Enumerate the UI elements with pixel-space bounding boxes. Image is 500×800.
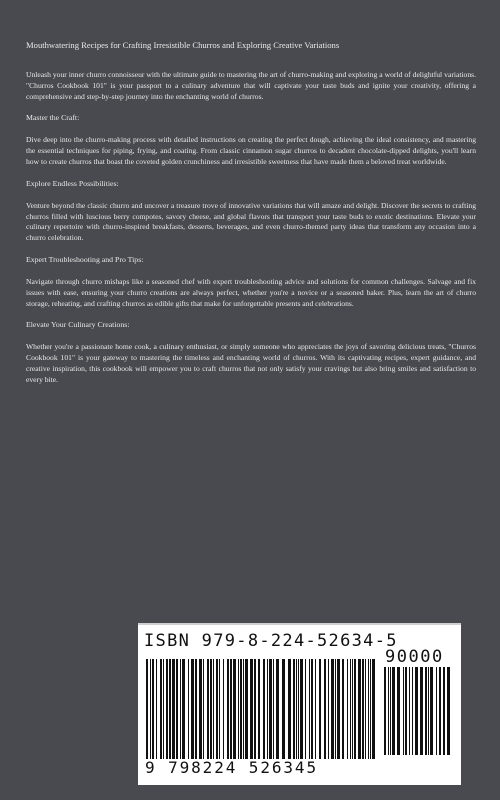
barcode-bar — [269, 659, 272, 759]
price-code-label: 90000 — [385, 647, 444, 667]
barcode-bar — [337, 659, 340, 759]
barcode-bar — [397, 667, 400, 755]
barcode-bar — [263, 659, 265, 759]
barcode-bar — [150, 659, 151, 759]
barcode-bar — [372, 659, 375, 759]
book-subtitle: Mouthwatering Recipes for Crafting Irresistible Churros and Exploring Creative Variations — [26, 40, 340, 50]
barcode-bar — [254, 659, 256, 759]
barcode-bar — [352, 659, 353, 759]
barcode-bar — [210, 659, 212, 759]
barcode-bar — [227, 659, 229, 759]
barcode-bar — [300, 659, 303, 759]
barcode-bar — [311, 659, 313, 759]
barcode-bar — [315, 659, 316, 759]
barcode-bar — [365, 659, 366, 759]
barcode-bar — [223, 659, 224, 759]
section-heading-troubleshooting: Expert Troubleshooting and Pro Tips: — [26, 254, 144, 264]
barcode-bar — [309, 659, 310, 759]
section-body-explore-possibilities: Venture beyond the classic churro and uncover a treasure trove of innovative variations that will amaze and delight. Discover the secrets to crafting churros filled with luscious berry compotes, savory cheese, and global flavors that transport your taste buds to exotic destinations. Elevate your culinary repertoire with churro-inspired breakfasts, desserts, beverages, and even churro-themed party ideas that transform any occasion into a churro celebration. — [26, 200, 476, 243]
barcode-bar — [216, 659, 218, 759]
barcode-bar — [439, 667, 441, 755]
barcode-bar — [409, 667, 410, 755]
barcode-bar — [319, 659, 321, 759]
barcode-bar — [243, 659, 244, 759]
barcode-bar — [428, 667, 429, 755]
barcode-bar — [384, 667, 386, 755]
barcode-bar — [273, 659, 274, 759]
isbn-barcode-box — [138, 623, 461, 785]
section-body-master-craft: Dive deep into the churro-making process with detailed instructions on creating the perfect dough, achieving the ideal consistency, and mastering the essential techniques for piping, frying, and coating. From classic cinnamon sugar churros to decadent chocolate-dipped delights, you'll learn how to create churros that boast the coveted golden crunchiness and irresistible sweetness that have made them a beloved treat worldwide. — [26, 135, 476, 166]
barcode-bar — [172, 659, 175, 759]
barcode-bar — [267, 659, 268, 759]
barcode-bar — [436, 667, 437, 755]
section-heading-explore-possibilities: Explore Endless Possibilities: — [26, 178, 119, 188]
section-body-troubleshooting: Navigate through churro mishaps like a seasoned chef with expert troubleshooting advice and solutions for common challenges. Salvage and fix issues with ease, ensuring your churro creations are always perfect, whether you're a novice or a seasoned baker. Plus, learn the art of churro storage, reheating, and crafting churros as edible gifts that make for unforgettable presents and celebrations. — [26, 276, 476, 308]
barcode-bar — [354, 659, 356, 759]
barcode-bar — [219, 659, 220, 759]
barcode-bar — [350, 659, 351, 759]
barcode-bar — [176, 659, 178, 759]
barcode-bar — [195, 659, 197, 759]
barcode-bar — [403, 667, 404, 755]
barcode-bar — [199, 659, 202, 759]
barcode-bar — [207, 659, 209, 759]
barcode-bar — [166, 659, 168, 759]
barcode-bar — [370, 659, 371, 759]
barcode-bar — [240, 659, 242, 759]
barcode-bar — [358, 659, 361, 759]
barcode-bar — [233, 659, 236, 759]
barcode-bar — [412, 667, 413, 755]
barcode-bar — [415, 667, 418, 755]
barcode-bar — [362, 659, 364, 759]
barcode-bar — [420, 667, 423, 755]
barcode-bar — [250, 659, 253, 759]
barcode-bar — [305, 659, 306, 759]
intro-paragraph: Unleash your inner churro connoisseur with the ultimate guide to mastering the art of churro-making and exploring a world of delightful variations. "Churros Cookbook 101" is your passport to a culinary adventure that will captivate your taste buds and ignite your creativity, offering a comprehensive and step-by-step journey into the enchanting world of churros. — [26, 70, 476, 101]
barcode-bar — [180, 659, 181, 759]
barcode-bar — [258, 659, 260, 759]
barcode-bar — [425, 667, 427, 755]
barcode-bar — [156, 659, 157, 759]
barcode-bar — [160, 659, 162, 759]
barcode-bar — [324, 659, 326, 759]
barcode-bar — [203, 659, 204, 759]
barcode-bar — [191, 659, 194, 759]
barcode-bar — [282, 659, 285, 759]
barcode-bar — [298, 659, 299, 759]
barcode-bar — [276, 659, 279, 759]
barcode-bar — [430, 667, 433, 755]
back-cover-text — [26, 40, 476, 397]
barcode-bar — [245, 659, 248, 759]
barcode-bar — [392, 667, 395, 755]
price-addon-barcode-icon — [384, 667, 450, 755]
barcode-bar — [152, 659, 154, 759]
barcode-bar — [347, 659, 348, 759]
barcode-bar — [388, 667, 389, 755]
barcode-bar — [390, 667, 391, 755]
barcode-bar — [328, 659, 329, 759]
barcode-bar — [296, 659, 297, 759]
isbn-label: ISBN 979-8-224-52634-5 — [144, 631, 398, 651]
barcode-bar — [335, 659, 336, 759]
barcode-bar — [169, 659, 171, 759]
barcode-bar — [447, 667, 450, 755]
barcode-bar — [163, 659, 164, 759]
ean-barcode-icon — [146, 659, 378, 765]
ean-digits-label: 9 798224 526345 — [145, 758, 318, 777]
barcode-bar — [288, 659, 291, 759]
barcode-bar — [238, 659, 239, 759]
section-heading-master-craft: Master the Craft: — [26, 113, 80, 123]
barcode-bar — [443, 667, 445, 755]
barcode-bar — [405, 667, 407, 755]
barcode-bar — [188, 659, 189, 759]
barcode-bar — [342, 659, 344, 759]
barcode-bar — [182, 659, 185, 759]
barcode-bar — [230, 659, 232, 759]
barcode-bar — [213, 659, 214, 759]
barcode-bar — [331, 659, 334, 759]
barcode-bar — [146, 659, 148, 759]
barcode-bar — [368, 659, 369, 759]
barcode-bar — [293, 659, 295, 759]
section-body-elevate-creations: Whether you're a passionate home cook, a culinary enthusiast, or simply someone who appreciates the joys of savoring delicious treats, "Churros Cookbook 101" is your gateway to mastering the timeless and enchanting world of churros. With its captivating recipes, expert guidance, and creative inspiration, this cookbook will empower you to craft churros that not only satisfy your cravings but also bring smiles and satisfaction to every bite. — [26, 342, 476, 384]
section-heading-elevate-creations: Elevate Your Culinary Creations: — [26, 320, 130, 330]
